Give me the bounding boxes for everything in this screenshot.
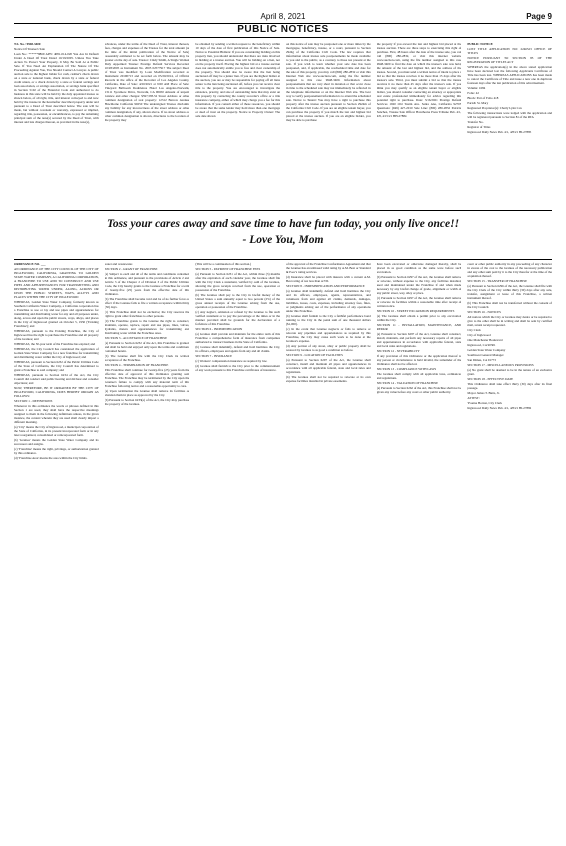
notice-paragraph: (a) Grantee shall indemnify, defend and hold harmless the City and its officers, employees, agents, representatives, and volunteers from and against all claims, demands, damages, liabilities, losses, costs, expenses, including attorney fees, fines, or judgments arising out of the performance of any operations under this Franchise. [286,289,371,313]
notice-paragraph: (d) Grantee shall furnish to the City prior to the commencement of any work pursuant to this Franchise certificates of insurance. [195,364,281,372]
notice-paragraph: SECTION 18 - EFFECTIVE DATE [467,377,514,381]
notice-paragraph: WHEREAS, the 50-year term of the Franchise has expired; and [14,342,96,346]
notice-paragraph: Inglewood Daily News Pub. 4/1, 4/8/21 HI-27885 [467,130,532,134]
notice-paragraph: Folio: 42 [467,91,479,95]
bottom-notices-columns [14,262,552,838]
notice-paragraph: (a) No grant shall be deemed to be in the nature of an exclusive grant. [467,368,553,376]
notice-paragraph: WHEREAS, the City Council has considered the application of Golden State Water Company for a new franchise for transmitting and distributing water within the City of Inglewood; and [14,347,99,359]
notice-paragraph: SECTION 13 - COMPLIANCE WITH LAWS [376,367,437,371]
bottom-column-6 [467,262,552,838]
notice-paragraph: AN ORDINANCE OF THE CITY COUNCIL OF THE CITY OF INGLEWOOD, CALIFORNIA, GRANTING TO GOLDEN STATE WATER COMPANY, A CALIFORNIA CORPORATION, A FRANCHISE TO USE AND TO CONSTRUCT AND USE PIPES AND APPURTENANCES FOR TRANSMITTING AND DISTRIBUTING WATER UNDER, ALONG, ACROSS OR UPON THE PUBLIC STREETS, WAYS, ALLEYS AND PLACES WITHIN THE CITY OF INGLEWOOD [14,267,99,299]
notice-paragraph: (c) Pursuant to Section 6297 of the Act, the Grantee shall remove or relocate its facilities within a reasonable time after receipt of written notice. [376,296,462,308]
banner-rule-bottom [14,259,552,260]
notice-paragraph: SECTION 9 - LOCATION OF FACILITIES [286,353,343,357]
notice-paragraph: WHEREAS, pursuant to Section 6234 of the Act, the City Council did conduct said public hearing and did hear and consider objections; and [14,373,99,385]
notice-paragraph: (c) 'Franchise' means the right, privilege, or authorization granted by this ordinance. [14,447,99,455]
notice-paragraph: WHEREAS, pursuant to the Existing Franchise, the City of Inglewood has the right to purchase the Franchise and all property of the Grantee; and [14,329,99,341]
notice-paragraph: (a) Subject to each and all of the terms and conditions contained in this ordinance, and pursuant to the provisions of Article 2 and Article 3 of the Chapter 2 of Division 3 of the Public Utilities Code, the City hereby grants to the Grantee a Franchise for a term of twenty-five (25) years from the effective date of this Ordinance. [104,272,190,296]
issue-date: April 8, 2021 [260,12,306,21]
bottom-column-1 [14,262,99,838]
page-number: Page 9 [526,12,552,21]
notice-paragraph: (b) Pursuant to Section 6297 of the Act, the Grantee shall remove or relocate, without expense to the City, any facilities installed, used and maintained under the Franchise if and when made necessary by any lawful change of grade, alignment or width of any public street, way, alley or place. [376,275,462,295]
notice-paragraph: on this notice of sale may be postponed one or more times by the mortgagee, beneficiary, trustee, or a court, pursuant to Section 2924g of the California Civil Code. The law requires that information about trustee sale postponements be made available to you and to the public, as a courtesy to those not present at the sale. If you wish to learn whether your sale date has been postponed, and, if applicable, the rescheduled time and date for the sale of this property, you may call (800) 280-2832 or visit this Internet Web site www.auction.com, using the file number assigned to this case 9948-3400. Information about postponements that are very short in duration or that occur close in time to the scheduled sale may not immediately be reflected in the telephone information or on the Internet Web site. The best way to verify postponement information is to attend the scheduled sale. Notice to Tenant: You may have a right to purchase this property after the trustee auction pursuant to Section 2924m of the California Civil Code. If you are an eligible tenant buyer, you can purchase the property if you match the last and highest bid placed at the trustee auction. If you are an eligible bidder, you may be able to purchase [286,42,371,122]
top-column-1 [14,42,99,208]
notice-paragraph: (b) The Grantee shall pay to the City in lawful money of the United States a sum annually equal to two percent (2%) of the gross annual receipts of the Grantee arising from the use, operation or possession of the Franchise. [195,293,281,309]
notice-paragraph: (b) Pursuant to Section 6233(e) of the Act, the City may purchase the property of the Grantee. [104,398,190,406]
notice-paragraph: Golden State Water Company [467,348,506,352]
notice-paragraph: SECTION 5 - PAYMENT OF FRANCHISE FEES [195,267,261,271]
notice-paragraph: SECTION 15 - TRANSFER OF FRANCHISE [467,279,528,283]
notice-paragraph: SECTION 12 - SEVERABILITY [376,349,420,353]
notice-paragraph: Inglewood, CA 90301 [467,343,496,347]
notice-paragraph: water and wastewater. [104,262,133,266]
top-column-5 [377,42,462,208]
notice-paragraph: court or other public authority in any proceeding of any character in excess of the cost to the Grantee of the necessary publication and any other sum paid by it to the City therefor at the time of the acquisition thereof. [467,262,553,278]
notice-paragraph: WHEREAS, Golden State Water Company, formerly known as Southern California Water Company, a California corporation has a Franchise to use or lay and use pipes and appurtenances for transmitting and distributing water for any and all purposes under, along, across and upon the public streets, ways, alleys, and places in the City of Inglewood granted on October 5, 1950 ('Existing Franchise'); and [14,300,99,328]
notice-paragraph: Notice Of Trustee's Sale [14,47,45,51]
notice-paragraph: (c) Workers' compensation insurance as required by law. [195,359,268,363]
notice-paragraph: (b) Grantee shall indemnify, defend and hold harmless the City, its officers, employees and agents from any and all claims. [195,345,281,353]
notice-paragraph: NOTICE PURSUANT TO SECTION 85 OF THE REGISTRATION OF TITLES ACT [467,56,553,64]
notice-paragraph: SECTION 10 - STREET EXCAVATION REQUIREMENTS [376,309,455,313]
notice-paragraph: All notices which the City or Grantee may desire or be required to give to the other shall be in writing and shall be sent by certified mail, return receipt requested. [467,315,553,327]
notice-paragraph: (b) This Franchise shall not be transferred without the consent of the City Council. [467,301,553,309]
notice-paragraph: LOST TITLE APPLICATION NO: 2246523 OFFICE OF TITLES [467,47,553,55]
notice-paragraph: SECTION 6 - INDEMNIFICATION [195,327,243,331]
notice-paragraph: (a) Pursuant to Section 6231 of the Act, within three (3) months after the expiration of each calendar year, the Grantee shall file with the City Clerk a statement, verified by oath of the Grantee, showing the gross receipts received from the use, operation or possession of the Franchise. [195,272,281,292]
notice-paragraph: (d) 'Franchise Area' means the area within the City limits. [14,456,88,460]
notice-paragraph: SECTION 2 - GRANT OF FRANCHISE [104,267,158,271]
notice-paragraph: (a) Pursuant to Section 6232 of the Act, this Franchise is granted and shall be held and enjoyed only upon the terms and conditions contained herein. [104,341,190,353]
notice-paragraph: (a) Pursuant to Section 6297 of the Act, Grantee shall construct, install, maintain, and perform any necessary repairs of all pipes and appurtenances in accordance with applicable federal, state and local rules and regulations. [376,332,462,348]
bottom-column-3 [195,262,280,838]
notice-paragraph: (d) The Franchise grants to the Grantee the right to construct, maintain, operate, replace, repair and use pipes, lines, valves, hydrants, meters and appurtenances for transmitting and distributing water within the Franchise Area. [104,319,190,335]
notice-paragraph: SECTION 4 - TERMINATION OF FRANCHISE [104,363,169,367]
notice-paragraph: (a) Pursuant to Section 6296 of the Act, the Grantee shall file with the City Clerk of the City within thirty (30) days after any sale, transfer, assignment or lease of this Franchise, a written instrument thereof. [467,284,553,300]
notice-paragraph: (b) The Franchise shall become void and be of no further force or effect if the Grantee fails to file a written acceptance within thirty (30) days. [104,297,190,309]
notice-paragraph: Yvonne Horton, City Clerk [467,401,502,405]
notice-paragraph: (a) Pursuant to Section 6262 of the Act, this Franchise shall not be given any value before any court or other public authority. [376,386,462,394]
notice-paragraph: of the approval of the Franchise Conformance Agreement and that the Grantee has an unbiased valid rating by A.M. Best or Standard & Poor's rating services. [286,262,371,274]
top-column-4 [286,42,371,208]
top-column-2 [105,42,190,208]
notice-paragraph: (d) Any portion of any street, alley or public property shall be restored by Grantee to as good a condition as before. [286,344,371,352]
notice-paragraph: One Manchester Boulevard [467,338,503,342]
notice-paragraph: Parish: St. Mary [467,101,489,105]
banner-quote: Toss your cares away and save time to have fun today, you only live once!! [106,218,460,230]
notice-paragraph: Registrar of Titles [467,125,491,129]
notice-paragraph: This Franchise shall continue for twenty-five (25) years from the effective date of approval of this Ordinance granting said Franchise. The Franchise may be terminated by the City upon the Grantee's failure to comply with any material term of this Franchise following notice and a reasonable opportunity to cure. [104,368,190,388]
notice-paragraph: This Ordinance shall take effect thirty (30) days after its final passage. [467,382,553,390]
notice-paragraph: SECTION 3 - ACCEPTANCE OF FRANCHISE [104,336,168,340]
page-header [0,0,566,40]
notice-paragraph: (b) The Grantee shall not be required to relocate at its own expense facilities installed in private easements. [286,375,371,383]
notice-paragraph: the property if you exceed the last and highest bid placed at the trustee auction. There are three steps to exercising this right of purchase. First, 48 hours after the date of the trustee sale, you can call (800) 280-2832, or visit this internet website www.auction.com, using the file number assigned to this case 9948-3400 to find the date on which the trustee's sale was held, the amount of the last and highest bid, and the address of the trustee. Second, you must send a written notice of intent to place a bid so that the trustee receives it no more than 15 days after the trustee's sale. Third, you must submit a bid so that the trustee receives it no more than 45 days after the trustee's sale. If you think you may qualify as an eligible tenant buyer or eligible bidder, you should consider contacting an attorney or appropriate real estate professional immediately for advice regarding this potential right to purchase. Date: 3/16/2021 Prestige Default Services 1920 Old Tustin Ave. Santa Ana, California 92705 Questions: (949) 427-2010 Sale Line: (800) 280-2832 Patricia Sanchez, Trustee Sale Officer Hawthorne Press Tribune Pub. 4/1, 4/8, 4/15/21 HH-27884 [376,42,462,118]
notice-paragraph: (a) Upon termination the Grantee shall remove its facilities or abandon them in place as approved by the City. [104,389,190,397]
notice-paragraph: Transfer No. [467,120,484,124]
top-column-3 [195,42,280,208]
bottom-column-2 [105,262,190,838]
notice-paragraph: Volume: 1684 [467,86,486,90]
bottom-column-5 [377,262,462,838]
notice-paragraph: WHEREAS the application(s) in the above stated application have been declared lost the following Applicants Certificate of Title has been lost. WHEREAS APPLICATIONS has been made to cancel the Certificate of Title and issue a new one in duplicate fourteen days after the last publication of this advertisement. [467,65,553,85]
notice-paragraph: (a) The Grantee shall obtain a permit prior to any excavation within the City. [376,314,462,322]
notice-paragraph: Block: Part of Folio 418 [467,96,499,100]
notice-paragraph: City of Inglewood [467,333,491,337]
notice-paragraph: (d) Insurance shall be placed with insurers with a current A.M. Best rating of not less than A:VII. [286,275,371,283]
notice-paragraph: SECTION 7 - INSURANCE [195,354,233,358]
notice-paragraph: advances, under the terms of the Deed of Trust, interest thereon, fees, charges and expenses of the Trustee for the total amount (at the time of the initial publication of the Notice of Sale) reasonably estimated to be set forth below. The amount may be greater on the day of sale. Trustor: Cindy Smith, A Single Woman Duly Appointed Trustee: Prestige Default Services Recorded 10/28/2005 as Instrument No. 2005 02577917 The subject Deed of Trust was modified by Loan Modification recorded as Instrument 20190713 and recorded on 05/20/2014, of Official Records in the office of the Recorder of Los Angeles County, California, Date of Sale: 4/20/2021 at 9:00 AM Place of Sale: Vineyard Ballroom Doubletree Hotel Los Angeles-Norwalk, 13111 Sycamore Drive, Norwalk, CA 90650 Amount of unpaid balance and other charges: $597,583.52 Street Address or other common designation of real property: 12312 Barrow Avenue Hawthorne California 90250 The undersigned Trustee disclaims any liability for any incorrectness of the street address or other common designation, if any, shown above. If no street address or other common designation is shown, directions to the location of the property may [104,42,190,122]
notice-paragraph: SECTION 16 - NOTICES [467,310,501,314]
notice-paragraph: (b) 'Grantee' means the Golden State Water Company and its successors and assigns. [14,438,99,446]
bottom-column-4 [286,262,371,838]
notice-paragraph: (a) Grantee shall provide and maintain for the entire term of this Franchise a comprehensive form of insurance from companies authorized to transact business in the State of California. [195,332,281,344]
banner-signature: - Love You, Mom [242,234,324,246]
top-column-6 [467,42,552,208]
notice-paragraph: (b) Grantee shall furnish to the City a faithful performance bond running to the City in the penal sum of one thousand dollars ($1,000). [286,314,371,326]
notice-paragraph: Inglewood Daily News Pub. 4/1, 4/8/21 HI-27882 [467,406,532,410]
notice-paragraph: (This will be a continuation of this section.) [195,262,252,266]
notice-paragraph: (c) This Franchise shall not be exclusive; the City reserves the right to grant other franchises to other persons. [104,310,190,318]
section-title: PUBLIC NOTICES [237,24,329,35]
notice-paragraph: The Grantee shall comply with all applicable laws, ordinances and regulations. [376,372,462,380]
notice-paragraph: Whenever in this ordinance the words or phrases defined in this Section 1 are used, they shall have the respective meanings assigned to them in the following definitions unless, in the given instance, the context wherein they are used shall clearly import a different meaning. [14,404,99,424]
header-rule-bottom [14,37,552,38]
notice-heading: PUBLIC NOTICE [467,42,493,46]
notice-paragraph: The following transactions were lodged with the application and will be registered pursuant to Section 81 of the RTA [467,111,553,119]
notice-paragraph: Registered Proprietor(s): Charly Lynn Cox [467,106,522,110]
notice-paragraph: ATTEST: [467,396,480,400]
notice-paragraph: Southwest General Manager [467,353,504,357]
notice-paragraph: San Dimas, CA 91773 [467,358,496,362]
notice-paragraph: (c) In the event that Grantee neglects or fails to remove or relocate any pipelines and appurtenances as required by this Franchise, the City may cause such work to be done at the Grantee's expense. [286,327,371,343]
notice-paragraph: If any provision of this Ordinance or the application thereof to any person or circumstance is held invalid, the remainder of the Ordinance shall not be affected. [376,354,462,366]
notice-paragraph: (c) Any neglect, omission or refusal by the Grantee to file such verified statement or to pay the percentage at the times or in the manner provided shall be grounds for the declaration of a forfeiture of this Franchise. [195,310,281,326]
notice-paragraph: SECTION 11 - INSTALLATION, MAINTENANCE, AND REPAIR [376,323,462,331]
top-notices-columns [14,42,552,208]
notice-paragraph: SECTION 17 - MISCELLANEOUS PROVISIONS [467,363,534,367]
notice-paragraph: Mayor James T. Butts, Jr. [467,391,500,395]
notice-paragraph: SECTION 1 - DEFINITIONS [14,399,53,403]
notice-paragraph: WHEREAS, pursuant to Section 6232 of the Public Utilities Code of the State of California, the City Council has determined to grant a Franchise to said company; and [14,360,99,372]
notice-paragraph: Loan No.: ******8869 APN: 4081-014-020 You Are In Default Under A Deed Of Trust Dated 10/19/2005. Unless You Take Action To Protect Your Property, It May Be Sold At A Public Sale. If You Need An Explanation Of The Nature Of The Proceeding Against You, You Should Contact A Lawyer. A public auction sale to the highest bidder for cash, cashier's check drawn on a state or national bank, check drawn by a state or federal credit union, or a check drawn by a state or federal savings and loan association, or savings association, or savings bank specified in Section 5102 of the Financial Code and authorized to do business in this state will be held by the duly appointed trustee as shown below, of all right, title, and interest conveyed to and now held by the trustee in the hereinafter described property under and pursuant to a Deed of Trust described below. The sale will be made, but without covenant or warranty, expressed or implied, regarding title, possession, or encumbrances, to pay the remaining principal sum of the note(s) secured by the Deed of Trust, with interest and late charges thereon, as provided in the note(s), [14,52,99,124]
notice-paragraph: have been excavated or otherwise damaged thereby, shall be placed in as good condition as the same were before such excavation. [376,262,462,274]
banner-rule-top [14,210,552,211]
notice-paragraph: be obtained by sending a written request to the beneficiary within 10 days of the date of first publication of this Notice of Sale. Notice to Potential Bidders: If you are considering bidding on this property lien, you should understand that there are risks involved in bidding at a trustee auction. You will be bidding on a lien, not on the property itself. Placing the highest bid at a trustee auction does not automatically entitle you to free and clear ownership of the property. You should also be aware that the lien being auctioned off may be a junior lien. If you are the highest bidder at the auction, you are or may be responsible for paying off all liens senior to the lien being auctioned off, before you can receive clear title to the property. You are encouraged to investigate the existence, priority, and size of outstanding liens that may exist on this property by contacting the county recorder's office or a title insurance company, either of which may charge you a fee for this information. If you consult either of these resources, you should be aware that the same lender may hold more than one mortgage or deed of trust on the property. Notice to Property Owner: The sale date shown [195,42,281,118]
notice-paragraph: NOW, THEREFORE, BE IT ORDAINED BY THE CITY OF INGLEWOOD, CALIFORNIA, DOES HEREBY ORDAIN AS FOLLOWS: [14,386,99,398]
dedication-banner [0,212,566,258]
notice-paragraph: SECTION 14 - VALUATION OF FRANCHISE [376,381,439,385]
notice-paragraph: (a) Pursuant to Section 6297 of the Act, the Grantee shall construct, install and maintain all pipes and appurtenances in accordance with all applicable federal, state and local rules and regulations. [286,358,371,374]
notice-paragraph: (b) The Grantee shall file with the City Clerk its written acceptance of the Franchise. [104,354,190,362]
notice-heading: ORDINANCE NO. ___ [14,262,46,266]
notice-paragraph: (a) 'City' means the City of Inglewood, a municipal corporation of the State of California, in its present incorporated form or in any later reorganized, consolidated or reincorporated form. [14,425,99,437]
notice-paragraph: City Clerk [467,328,481,332]
notice-paragraph: SECTION 8 - INDEMNIFICATION AND PERFORMANCE [286,284,365,288]
notice-heading: T.S. No.: 9948-3400 [14,42,41,46]
